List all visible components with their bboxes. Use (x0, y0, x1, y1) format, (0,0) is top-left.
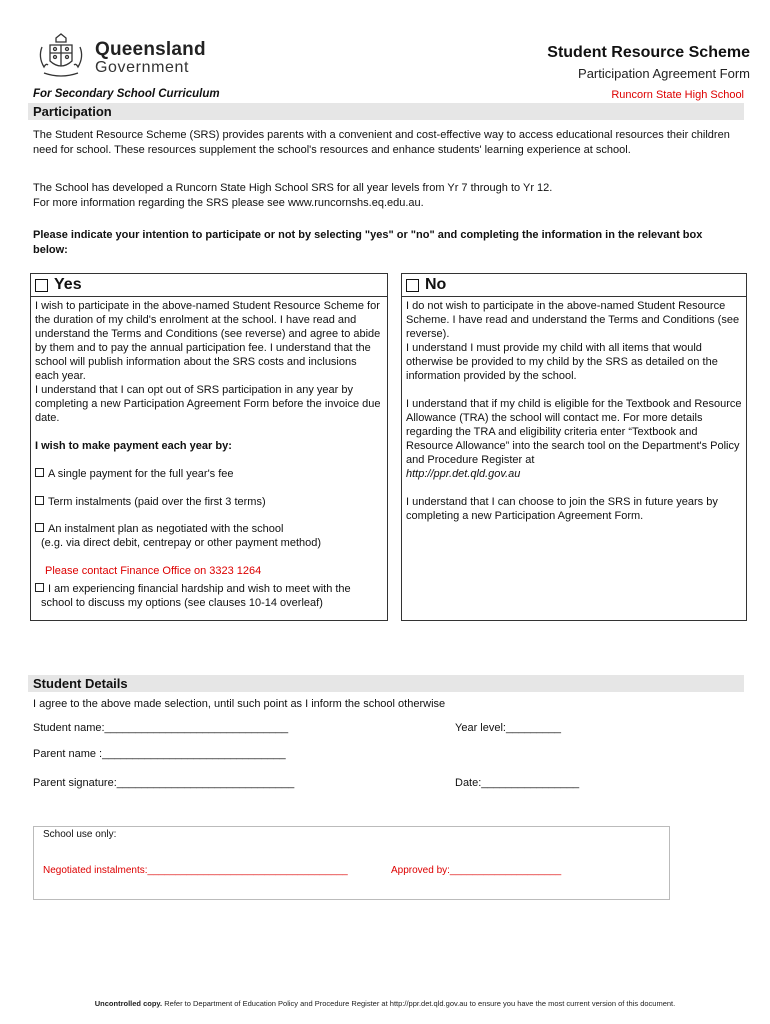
yes-box (30, 273, 388, 621)
no-text-4: I understand that I can choose to join the SRS in future years by completing a new Participation Agreement Form. (406, 496, 718, 522)
footer-text: Refer to Department of Education Policy and Procedure Register at http://ppr.det.qld.gov.au to ensure you have the most current version of this document. (164, 999, 676, 1008)
yes-box-header[interactable] (31, 274, 387, 297)
hardship-checkbox[interactable] (35, 583, 44, 592)
negotiated-instalments-field[interactable]: Negotiated instalments:____________________________________ (43, 865, 348, 876)
school-use-label: School use only: (43, 829, 117, 840)
curriculum-label: For Secondary School Curriculum (33, 88, 220, 100)
payment-heading: I wish to make payment each year by: (35, 440, 232, 452)
hardship-note: school to discuss my options (see clauses 10-14 overleaf) (41, 597, 323, 609)
student-details-heading: Student Details (28, 675, 744, 692)
no-box (401, 273, 747, 621)
intro-paragraph: The Student Resource Scheme (SRS) provides parents with a convenient and cost-effective way to access educational resources their children need for school. These resources supplement the school's resources and enhance students' learning experience at school. (33, 129, 730, 156)
finance-contact: Please contact Finance Office on 3323 1264 (45, 565, 262, 577)
logo-government: Government (95, 59, 190, 76)
no-box-body (402, 297, 746, 525)
year-level-field[interactable]: Year level:_________ (455, 722, 562, 734)
page-subtitle: Participation Agreement Form (578, 66, 750, 81)
single-payment-checkbox[interactable] (35, 468, 44, 477)
payment-option-term[interactable] (35, 495, 383, 509)
instalment-plan-checkbox[interactable] (35, 523, 44, 532)
footer-bold: Uncontrolled copy. (94, 999, 163, 1008)
srs-info-paragraph (33, 181, 730, 210)
school-use-box (33, 826, 670, 900)
hardship-label: I am experiencing financial hardship and wish to meet with the (48, 583, 351, 595)
parent-signature-field[interactable]: Parent signature:_____________________________ (33, 777, 295, 789)
no-text-2: I understand I must provide my child with all items that would otherwise be provided to my child by the SRS as detailed on the information provided by the school. (406, 342, 718, 382)
payment-option-hardship[interactable] (35, 582, 383, 610)
yes-label: Yes (54, 276, 82, 293)
date-field[interactable]: Date:________________ (455, 777, 580, 789)
footer-note (0, 999, 770, 1008)
yes-text-2: I understand that I can opt out of SRS participation in any year by completing a new Participation Agreement Form before the invoice due date. (35, 384, 381, 424)
page-title: Student Resource Scheme (547, 44, 750, 61)
instalment-plan-note: (e.g. via direct debit, centrepay or other payment method) (41, 537, 322, 549)
ppr-link[interactable]: http://ppr.det.qld.gov.au (406, 468, 521, 480)
student-name-field[interactable]: Student name:______________________________ (33, 722, 289, 734)
yes-box-body (31, 297, 387, 612)
srs-info-line1: The School has developed a Runcorn State High School SRS for all year levels from Yr 7 through to Yr 12. (33, 182, 553, 194)
queensland-crest-icon (36, 33, 86, 79)
no-text-1: I do not wish to participate in the above-named Student Resource Scheme. I have read and understand the Terms and Conditions (see reverse). (406, 300, 740, 340)
payment-option-single[interactable] (35, 467, 383, 481)
school-name: Runcorn State High School (611, 89, 744, 101)
approved-by-field[interactable]: Approved by:____________________ (391, 865, 562, 876)
no-box-header[interactable] (402, 274, 746, 297)
parent-name-field[interactable]: Parent name :______________________________ (33, 748, 286, 760)
yes-text-1: I wish to participate in the above-named Student Resource Scheme for the duration of my child's enrolment at the school. I have read and understand the Terms and Conditions (see reverse) and agree to abide by them and to pay the annual participation fee. I understand that the school will publish information about the SRS costs and inclusions each year. (35, 300, 381, 382)
term-instalments-label: Term instalments (paid over the first 3 terms) (48, 496, 266, 508)
srs-info-line2: For more information regarding the SRS please see www.runcornshs.eq.edu.au. (33, 196, 424, 209)
payment-option-plan[interactable] (35, 522, 383, 550)
yes-checkbox[interactable] (35, 279, 48, 292)
single-payment-label: A single payment for the full year's fee (48, 468, 234, 480)
instruction-paragraph: Please indicate your intention to participate or not by selecting "yes" or "no" and completing the information in the relevant box below: (33, 229, 703, 256)
term-instalments-checkbox[interactable] (35, 496, 44, 505)
agreement-text: I agree to the above made selection, until such point as I inform the school otherwise (33, 698, 446, 710)
participation-heading: Participation (28, 103, 744, 120)
instalment-plan-label: An instalment plan as negotiated with the school (48, 523, 284, 535)
no-text-3: I understand that if my child is eligible for the Textbook and Resource Allowance (TRA) the school will contact me. For more details regarding the TRA and eligibility criteria enter “Textbook and Resource Allowance” into the search tool on the Department's Policy and Procedure Register at (406, 398, 742, 466)
no-checkbox[interactable] (406, 279, 419, 292)
logo-queensland: Queensland (95, 39, 206, 60)
no-label: No (425, 276, 447, 293)
